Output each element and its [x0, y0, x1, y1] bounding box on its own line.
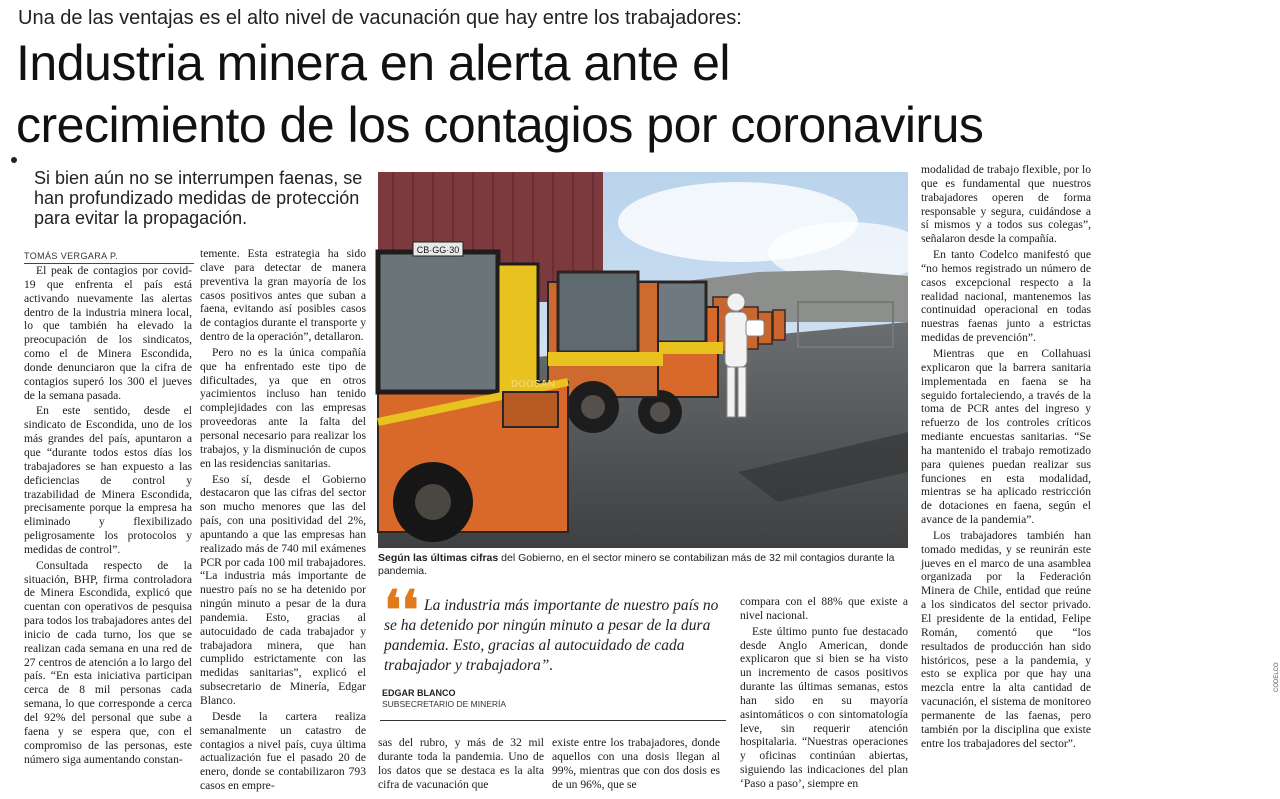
paragraph: Consultada respecto de la situación, BHP, firma controladora de Minera Escondida, explicó que cuentan con operativos de pesquisa para todos los trabajadores antes del inicio de cada turno, los que se realizan cada semana en una red de 27 centros de atención a lo largo del país. “En esta iniciativa participan cerca de 8 mil personas cada semana, lo que corresponde a cerca del 92% del personal que sube a faena y se espera que, con el compromiso de las personas, este número siga aumentando constan- [24, 558, 192, 766]
column-3 [921, 163, 1091, 799]
license-plate: CB·GG·30 [416, 245, 460, 255]
caption-text: del Gobierno, en el sector minero se contabilizan más de 32 mil contagios durante la pandemia. [378, 552, 895, 577]
forklift-brand: DOOSAN [511, 379, 555, 390]
paragraph: Los trabajadores también han tomado medidas, y se reunirán este jueves en el marco de una asamblea organizada por la Federación Minera de Chile, entidad que reúne a los sindicatos del sector privado. El presidente de la entidad, Felipe Román, comentó que “los resultados de producción han sido históricos, pese a la pandemia, y esto se explica por que hay una mezcla entre la alta cantidad de vacunación, el sistema de monitoreo permanente de las faenas, pero también por la disciplina que existe entre los trabajadores del sector”. [921, 528, 1091, 750]
photo-credit: CODELCO [1274, 662, 1280, 692]
quote-author-role: SUBSECRETARIO DE MINERÍA [382, 699, 507, 709]
caption-bold: Según las últimas cifras [378, 552, 499, 564]
quote-text: La industria más importante de nuestro país no se ha detenido por ningún minuto a pesar de la dura pandemia. Esto, gracias al autocuidado de cada trabajador y trabajadora”. [384, 597, 719, 674]
paragraph: Eso sí, desde el Gobierno destacaron que las cifras del sector son mucho menores que las del país, con una positividad del 2%, apuntando a que las empresas han realizado más de 740 mil exámenes PCR por cada 100 mil trabajadores. “La industria más importante de nuestro país no se ha detenido por ningún minuto a pesar de la dura pandemia. Esto, gracias al autocuidado de cada trabajador y trabajadora minera, que han cumplido estrictamente con las medidas sanitarias”, explicó el subsecretario de Minería, Edgar Blanco. [200, 472, 366, 707]
kicker: Una de las ventajas es el alto nivel de vacunación que hay entre los trabajadores: [18, 7, 742, 29]
column-bottom-1 [378, 736, 544, 799]
paragraph: Mientras que en Collahuasi explicaron que la barrera sanitaria implementada en faena se ha seguido fortaleciendo, a través de la toma de PCR antes del ingreso y refuerzo de los controles críticos mediante encuestas sanitarias. “Se ha mantenido el trabajo remotizado para quienes puedan realizar sus funciones en esta modalidad, mientras se ha aplicado restricción de dotaciones en faena, según el avance de la pandemia”. [921, 346, 1091, 527]
paragraph: El peak de contagios por covid-19 que enfrenta el país está activando nuevamente las alertas dentro de la industria minera local, lo que también ha elevado la preocupación de los sindicatos, como el de Minera Escondida, donde denunciaron que la cifra de contagios superó los 300 el jueves de la semana pasada. [24, 264, 192, 402]
headline [16, 32, 1091, 156]
column-1 [24, 264, 192, 799]
paragraph: Desde la cartera realiza semanalmente un catastro de contagios a nivel país, cuya última actualización fue el pasado 20 de enero, donde se contabilizaron 793 casos en empre- [200, 709, 366, 793]
paragraph: En tanto Codelco manifestó que “no hemos registrado un número de casos excepcional respecto a la realidad nacional, mantenemos las continuidad operacional en todas nuestras faenas junto a estrictas medidas de prevención”. [921, 248, 1091, 345]
pull-quote [380, 581, 726, 721]
paragraph: compara con el 88% que existe a nivel nacional. [740, 595, 908, 622]
quote-author: EDGAR BLANCO [382, 688, 456, 698]
photo-caption [378, 552, 908, 578]
quote-mark-icon: ❛❛ [384, 581, 419, 641]
paragraph: Pero no es la única compañía que ha enfrentado este tipo de dificultades, ya que en otros yacimientos incluso han tenido complejidades con las empresas proveedoras ante la falta del personal necesario para realizar los trabajos, y la disminución de cupos en las residencias sanitarias. [200, 345, 366, 470]
paragraph: modalidad de trabajo flexible, por lo que es fundamental que nuestros trabajadores operen de forma responsable y segura, cuidándose a sí mismos y a todos sus colegas”, señalaron desde la compañía. [921, 163, 1091, 246]
paragraph: Este último punto fue destacado desde Anglo American, donde explicaron que si bien se ha visto un incremento de casos positivos durante las últimas semanas, estos han sido en su mayoría asintomáticos o con sintomatología leve, sin requerir atención hospitalaria. “Nuestras operaciones y oficinas continúan abiertas, siguiendo las indicaciones del plan ‘Paso a paso’, siempre en [740, 624, 908, 790]
paragraph: temente. Esta estrategia ha sido clave para detectar de manera preventiva la gran mayoría de los casos positivos antes que suban a faena, evitando así posibles casos de contagios durante el transporte y dentro de la operación”, detallaron. [200, 247, 366, 344]
column-2 [200, 247, 366, 799]
headline-line-2: crecimiento de los contagios por coronavirus [16, 97, 984, 153]
headline-line-1: Industria minera en alerta ante el [16, 35, 730, 91]
paragraph: sas del rubro, y más de 32 mil durante toda la pandemia. Uno de los datos que se destaca es la alta cifra de vacunación que [378, 736, 544, 791]
lead-bullet-icon [11, 157, 17, 163]
paragraph: existe entre los trabajadores, donde aquellos con una dosis llegan al 99%, mientras que con dos dosis es de un 96%, que se [552, 736, 720, 791]
deck: Si bien aún no se interrumpen faenas, se han profundizado medidas de protección para evitar la propagación. [34, 168, 363, 228]
byline: TOMÁS VERGARA P. [24, 251, 194, 264]
column-bottom-3 [740, 595, 908, 799]
paragraph: En este sentido, desde el sindicato de Escondida, uno de los más grandes del país, apuntaron a que “durante todos estos días los trabajadores se han expuesto a las deficiencias de control y trazabilidad de Minera Escondida, precisamente porque la empresa ha eliminado y flexibilizado peligrosamente los protocolos y medidas de control”. [24, 404, 192, 556]
column-bottom-2 [552, 736, 720, 799]
